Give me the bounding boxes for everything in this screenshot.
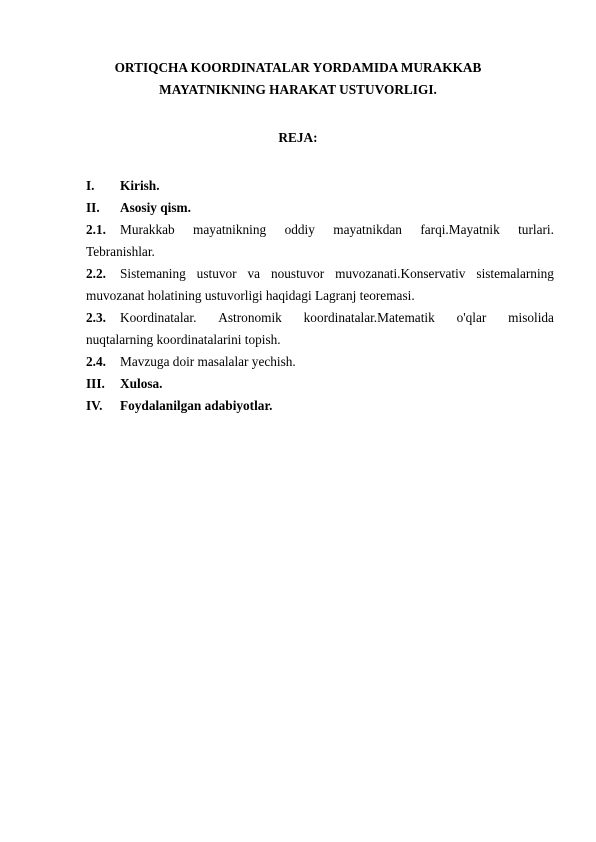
word: turlari. (518, 222, 554, 237)
plan-item-number: 2.1. (86, 222, 106, 237)
word: va (247, 266, 261, 281)
plan-item-number: I. (86, 178, 95, 193)
title-line-1: ORTIQCHA KOORDINATALAR YORDAMIDA MURAKKAB (114, 60, 482, 75)
plan-item-continuation: Tebranishlar. (86, 244, 155, 259)
plan-item-text (120, 310, 554, 326)
plan-item-text: Kirish. (120, 178, 160, 193)
title-line-2: MAYATNIKNING HARAKAT USTUVORLIGI. (159, 82, 437, 97)
word: misolida (508, 310, 554, 325)
plan-item-text (120, 222, 554, 238)
plan-item-text (120, 266, 554, 282)
word: Murakkab (120, 222, 175, 237)
word: o'qlar (456, 310, 487, 325)
word: Astronomik (218, 310, 282, 325)
plan-heading: REJA: (278, 130, 318, 145)
plan-item-number: II. (86, 200, 100, 215)
word: ustuvor (196, 266, 237, 281)
word: farqi.Mayatnik (420, 222, 500, 237)
plan-item-continuation: muvozanat holatining ustuvorligi haqidagi Lagranj teoremasi. (86, 288, 415, 303)
word: muvozanati.Konservativ (335, 266, 466, 281)
word: Koordinatalar. (120, 310, 197, 325)
plan-item-text: Foydalanilgan adabiyotlar. (120, 398, 273, 413)
plan-item-text: Asosiy qism. (120, 200, 191, 215)
word: oddiy (284, 222, 315, 237)
plan-item-number: III. (86, 376, 105, 391)
word: sistemalarning (476, 266, 554, 281)
plan-item-number: 2.3. (86, 310, 106, 325)
plan-item-number: 2.4. (86, 354, 106, 369)
word: mayatnikdan (333, 222, 402, 237)
plan-item-text: Xulosa. (120, 376, 163, 391)
plan-item-text: Mavzuga doir masalalar yechish. (120, 354, 296, 369)
word: koordinatalar.Matematik (303, 310, 435, 325)
plan-item-continuation: nuqtalarning koordinatalarini topish. (86, 332, 281, 347)
word: mayatnikning (193, 222, 267, 237)
word: noustuvor (270, 266, 325, 281)
word: Sistemaning (120, 266, 186, 281)
plan-item-number: 2.2. (86, 266, 106, 281)
plan-item-number: IV. (86, 398, 103, 413)
